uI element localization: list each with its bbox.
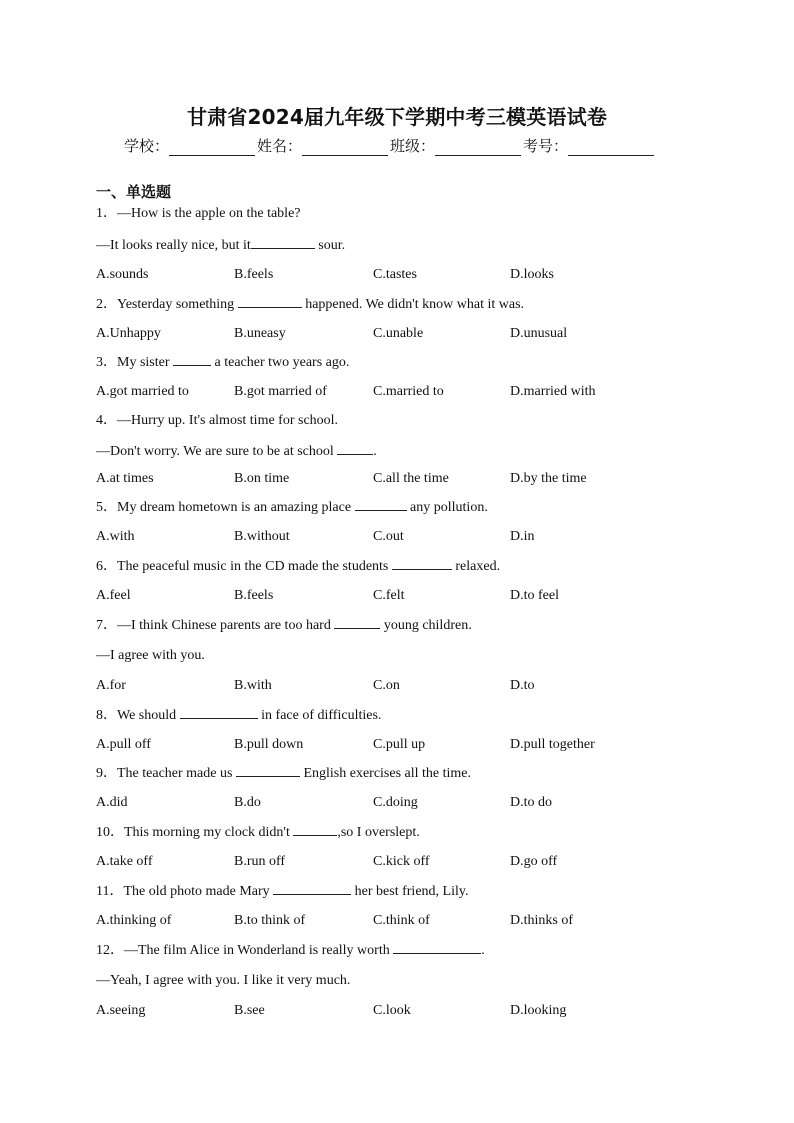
class-field (390, 135, 523, 156)
question-text: 4．—Hurry up. It's almost time for school. (96, 413, 339, 428)
question-7-line-2 (96, 647, 205, 665)
question-12-option-d[interactable]: D.looking (510, 1003, 567, 1018)
question-5-option-d[interactable]: D.in (510, 529, 535, 544)
question-1-line-1 (96, 205, 301, 223)
question-6-option-b[interactable]: B.feels (234, 588, 274, 603)
answer-blank[interactable] (393, 941, 481, 954)
question-text: in face of difficulties. (257, 708, 382, 723)
question-8-option-d[interactable]: D.pull together (510, 737, 595, 752)
question-12-option-c[interactable]: C.look (373, 1003, 411, 1018)
question-11-option-a[interactable]: A.thinking of (96, 913, 172, 928)
question-9-option-c[interactable]: C.doing (373, 795, 418, 810)
question-text: —Don't worry. We are sure to be at school (96, 444, 338, 459)
question-4-line-1 (96, 412, 338, 430)
question-text: 11．The old photo made Mary (96, 884, 274, 899)
question-3-option-d[interactable]: D.married with (510, 384, 596, 399)
name-label: 姓名： (257, 137, 303, 155)
question-7-option-a[interactable]: A.for (96, 678, 126, 693)
question-3-line-1 (96, 353, 349, 372)
question-8-option-c[interactable]: C.pull up (373, 737, 426, 752)
question-5-option-c[interactable]: C.out (373, 529, 404, 544)
question-3-option-a[interactable]: A.got married to (96, 384, 189, 399)
question-10-option-a[interactable]: A.take off (96, 854, 153, 869)
question-12-option-a[interactable]: A.seeing (96, 1003, 146, 1018)
answer-blank[interactable] (293, 823, 337, 836)
question-text: sour. (314, 238, 346, 253)
question-text: 1．—How is the apple on the table? (96, 206, 301, 221)
question-6-option-d[interactable]: D.to feel (510, 588, 559, 603)
question-12-option-b[interactable]: B.see (234, 1003, 265, 1018)
school-label: 学校： (124, 137, 170, 155)
question-text: —I agree with you. (96, 648, 205, 663)
student-info-row (124, 135, 656, 156)
school-blank[interactable] (169, 141, 255, 156)
question-1-option-b[interactable]: B.feels (234, 267, 274, 282)
question-6-option-c[interactable]: C.felt (373, 588, 405, 603)
question-7-option-c[interactable]: C.on (373, 678, 400, 693)
question-9-option-a[interactable]: A.did (96, 795, 128, 810)
question-4-option-a[interactable]: A.at times (96, 471, 154, 486)
question-text: 8．We should (96, 708, 180, 723)
question-11-option-b[interactable]: B.to think of (234, 913, 306, 928)
question-text: 12．—The film Alice in Wonderland is really worth (96, 943, 394, 958)
question-4-line-2 (96, 442, 377, 461)
question-1-line-2 (96, 236, 345, 255)
question-10-option-c[interactable]: C.kick off (373, 854, 430, 869)
question-2-option-a[interactable]: A.Unhappy (96, 326, 161, 341)
question-2-option-b[interactable]: B.uneasy (234, 326, 286, 341)
question-text: . (373, 444, 377, 459)
answer-blank[interactable] (238, 295, 302, 308)
question-8-line-1 (96, 706, 381, 725)
question-text: happened. We didn't know what it was. (301, 297, 525, 312)
answer-blank[interactable] (180, 706, 258, 719)
question-5-line-1 (96, 498, 488, 517)
question-7-option-b[interactable]: B.with (234, 678, 272, 693)
exam-number-label: 考号： (523, 137, 569, 155)
question-4-option-b[interactable]: B.on time (234, 471, 290, 486)
answer-blank[interactable] (251, 236, 315, 249)
question-3-option-c[interactable]: C.married to (373, 384, 444, 399)
answer-blank[interactable] (355, 498, 407, 511)
question-7-line-1 (96, 616, 472, 635)
question-text: young children. (380, 618, 472, 633)
question-text: . (481, 943, 485, 958)
question-text: any pollution. (406, 500, 488, 515)
question-2-line-1 (96, 295, 524, 314)
question-9-line-1 (96, 764, 471, 783)
question-9-option-b[interactable]: B.do (234, 795, 261, 810)
class-label: 班级： (390, 137, 436, 155)
question-12-line-2 (96, 972, 350, 990)
question-5-option-b[interactable]: B.without (234, 529, 290, 544)
section-title: 一、单选题 (96, 183, 172, 201)
question-1-option-c[interactable]: C.tastes (373, 267, 417, 282)
question-text: 2．Yesterday something (96, 297, 238, 312)
question-text: 10．This morning my clock didn't (96, 825, 294, 840)
question-text: 5．My dream hometown is an amazing place (96, 500, 355, 515)
question-5-option-a[interactable]: A.with (96, 529, 135, 544)
exam-number-blank[interactable] (568, 141, 654, 156)
question-2-option-c[interactable]: C.unable (373, 326, 424, 341)
question-text: a teacher two years ago. (211, 355, 350, 370)
question-8-option-b[interactable]: B.pull down (234, 737, 304, 752)
exam-number-field (523, 135, 656, 156)
question-11-line-1 (96, 882, 468, 901)
question-text: —It looks really nice, but it (96, 238, 251, 253)
name-field (257, 135, 390, 156)
question-11-option-d[interactable]: D.thinks of (510, 913, 573, 928)
question-4-option-c[interactable]: C.all the time (373, 471, 449, 486)
question-7-option-d[interactable]: D.to (510, 678, 535, 693)
question-text: —Yeah, I agree with you. I like it very much. (96, 973, 351, 988)
name-blank[interactable] (302, 141, 388, 156)
question-2-option-d[interactable]: D.unusual (510, 326, 568, 341)
question-8-option-a[interactable]: A.pull off (96, 737, 151, 752)
question-10-option-b[interactable]: B.run off (234, 854, 286, 869)
question-text: English exercises all the time. (299, 766, 472, 781)
answer-blank[interactable] (173, 353, 211, 366)
question-text: her best friend, Lily. (351, 884, 469, 899)
question-text: 3．My sister (96, 355, 173, 370)
question-6-option-a[interactable]: A.feel (96, 588, 131, 603)
question-text: relaxed. (451, 559, 501, 574)
answer-blank[interactable] (334, 616, 380, 629)
question-4-option-d[interactable]: D.by the time (510, 471, 587, 486)
question-10-line-1 (96, 823, 420, 842)
question-6-line-1 (96, 557, 500, 576)
question-text: 9．The teacher made us (96, 766, 236, 781)
class-blank[interactable] (435, 141, 521, 156)
answer-blank[interactable] (273, 882, 351, 895)
question-1-option-d[interactable]: D.looks (510, 267, 554, 282)
answer-blank[interactable] (337, 442, 373, 455)
answer-blank[interactable] (392, 557, 452, 570)
question-text: ,so I overslept. (337, 825, 420, 840)
question-11-option-c[interactable]: C.think of (373, 913, 430, 928)
answer-blank[interactable] (236, 764, 300, 777)
page-title: 甘肃省2024届九年级下学期中考三模英语试卷 (186, 105, 608, 129)
question-text: 7．—I think Chinese parents are too hard (96, 618, 335, 633)
question-3-option-b[interactable]: B.got married of (234, 384, 327, 399)
question-10-option-d[interactable]: D.go off (510, 854, 558, 869)
question-1-option-a[interactable]: A.sounds (96, 267, 149, 282)
school-field (124, 135, 257, 156)
question-9-option-d[interactable]: D.to do (510, 795, 552, 810)
question-12-line-1 (96, 941, 485, 960)
question-text: 6．The peaceful music in the CD made the students (96, 559, 392, 574)
